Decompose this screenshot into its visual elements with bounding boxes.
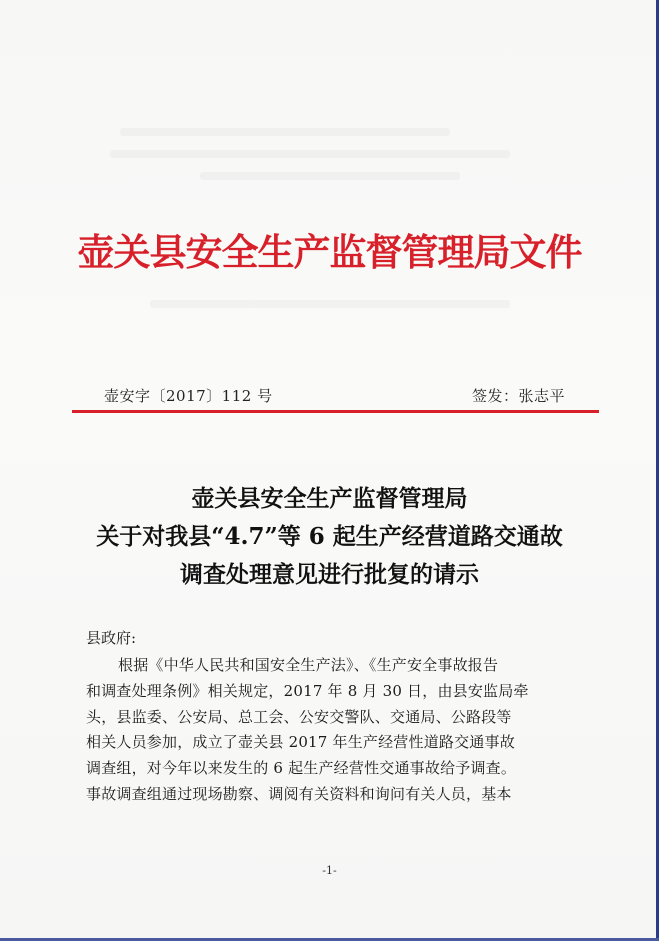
addressee: 县政府: bbox=[86, 629, 137, 647]
body-line: 事故调查组通过现场勘察、调阅有关资料和询问有关人员，基本 bbox=[86, 784, 512, 803]
show-through-mark bbox=[150, 300, 510, 308]
body-line: 头，县监委、公安局、总工会、公安交警队、交通局、公路段等 bbox=[86, 707, 512, 726]
document-signer: 签发：张志平 bbox=[472, 387, 566, 405]
page-number: -1- bbox=[322, 864, 337, 877]
show-through-mark bbox=[110, 150, 510, 158]
body-line: 相关人员参加，成立了壶关县 2017 年生产经营性道路交通事故 bbox=[86, 733, 515, 752]
document-title bbox=[0, 480, 659, 594]
body-line: 根据《中华人民共和国安全生产法》、《生产安全事故报告 bbox=[118, 656, 499, 674]
show-through-mark bbox=[120, 128, 450, 136]
title-line: 调查处理意见进行批复的请示 bbox=[180, 561, 479, 588]
body-paragraph bbox=[86, 653, 590, 808]
title-line: 关于对我县“4.7”等 6 起生产经营道路交通故 bbox=[96, 523, 563, 550]
red-divider-rule bbox=[72, 410, 599, 413]
body-line: 调查组，对今年以来发生的 6 起生产经营性交通事故给予调查。 bbox=[86, 759, 517, 778]
title-line: 壶关县安全生产监督管理局 bbox=[191, 485, 468, 512]
document-header-title: 壶关县安全生产监督管理局文件 bbox=[77, 230, 582, 274]
document-number: 壶安字〔2017〕112 号 bbox=[104, 387, 273, 405]
body-line: 和调查处理条例》相关规定，2017 年 8 月 30 日，由县安监局牵 bbox=[86, 681, 529, 700]
show-through-mark bbox=[200, 172, 460, 180]
